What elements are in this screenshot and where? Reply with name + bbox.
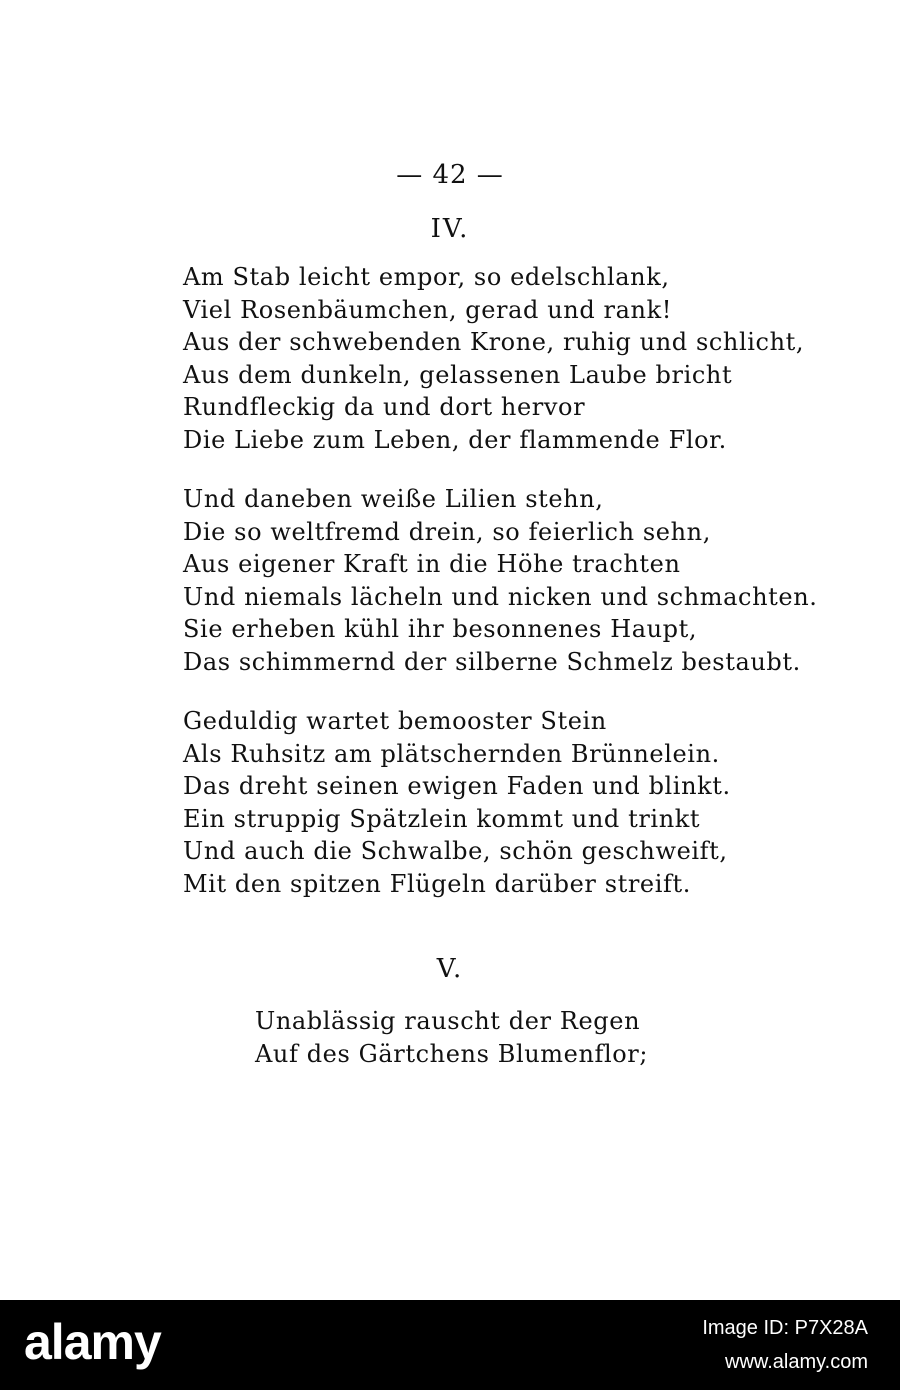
- poem-line: Und daneben weiße Lilien stehn,: [183, 485, 604, 513]
- page-number: — 42 —: [396, 160, 504, 190]
- poem-line: Aus dem dunkeln, gelassenen Laube bricht: [183, 360, 733, 389]
- section-heading-iv: IV.: [430, 214, 470, 244]
- poem-line: Geduldig wartet bemooster Stein: [183, 707, 607, 735]
- stanza-1: [183, 261, 804, 457]
- poem-line: Die Liebe zum Leben, der flammende Flor.: [183, 425, 727, 454]
- poem-line: Auf des Gärtchens Blumenflor;: [255, 1039, 649, 1068]
- poem-line: Das dreht seinen ewigen Faden und blinkt.: [183, 772, 731, 801]
- section-heading-v: V.: [436, 954, 464, 984]
- poem-line: Als Ruhsitz am plätschernden Brünnelein.: [183, 739, 720, 768]
- watermark-bar: [0, 1300, 900, 1390]
- poem-line: Viel Rosenbäumchen, gerad und rank!: [183, 295, 672, 324]
- poem-line: Am Stab leicht empor, so edelschlank,: [183, 263, 670, 291]
- stanza-2: [183, 483, 817, 679]
- poem-line: Sie erheben kühl ihr besonnenes Haupt,: [183, 615, 698, 644]
- stanza-3: [183, 705, 731, 901]
- poem-line: Und auch die Schwalbe, schön geschweift,: [183, 837, 728, 866]
- poem-line: Die so weltfremd drein, so feierlich sehn,: [183, 517, 711, 546]
- poem-line: Unablässig rauscht der Regen: [255, 1007, 641, 1035]
- watermark-url: www.alamy.com: [725, 1351, 868, 1373]
- poem-line: Aus eigener Kraft in die Höhe trachten: [183, 550, 681, 579]
- alamy-logo: alamy: [24, 1314, 161, 1370]
- poem-line: Das schimmernd der silberne Schmelz bestaubt.: [183, 647, 801, 676]
- poem-line: Ein struppig Spätzlein kommt und trinkt: [183, 804, 701, 833]
- poem-line: Mit den spitzen Flügeln darüber streift.: [183, 869, 691, 898]
- stanza-4: [255, 1005, 648, 1070]
- poem-line: Aus der schwebenden Krone, ruhig und schlicht,: [183, 328, 805, 357]
- image-id-label: Image ID: P7X28A: [702, 1317, 868, 1339]
- poem-line: Rundfleckig da und dort hervor: [183, 393, 586, 422]
- poem-line: Und niemals lächeln und nicken und schmachten.: [183, 582, 818, 611]
